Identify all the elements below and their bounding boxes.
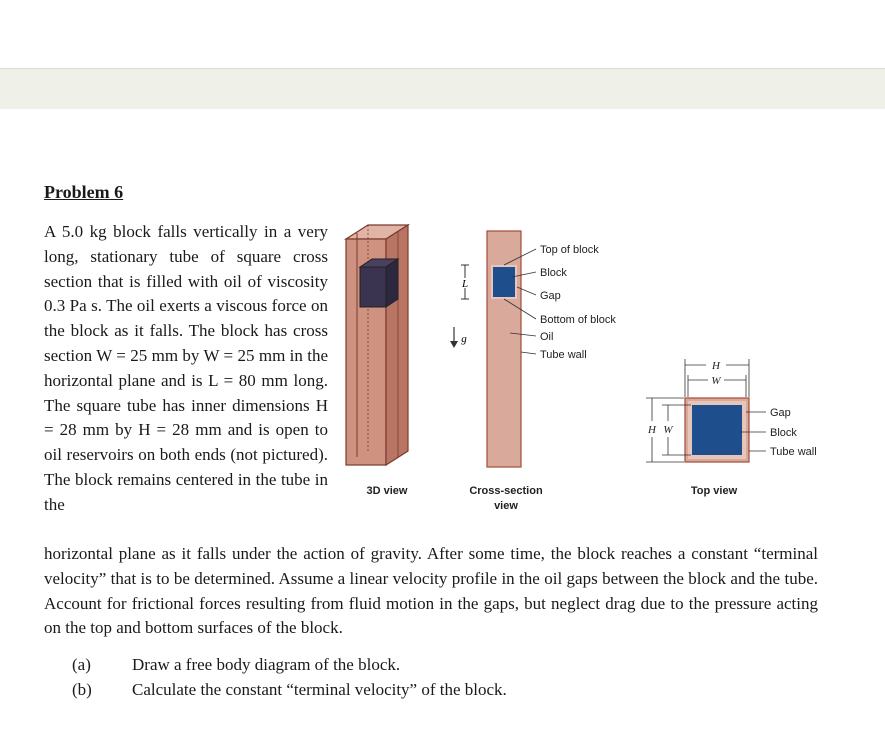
g-label: g <box>461 333 467 345</box>
top-bar <box>0 0 885 68</box>
label-tube-wall: Tube wall <box>540 349 587 361</box>
question-b <box>72 680 507 700</box>
gravity-arrow <box>450 327 467 348</box>
caption-cross-section: Cross-section <box>469 485 543 497</box>
caption-cross-section-view: view <box>494 500 518 512</box>
label-top-of-block: Top of block <box>540 244 599 256</box>
h-label-side: H <box>648 424 656 436</box>
l-label: L <box>461 278 469 290</box>
problem-paragraph-part1: A 5.0 kg block falls vertically in a very long, stationary tube of square cross section that is filled with oil of viscosity 0.3 Pa s. The oil exerts a viscous force on the block as it falls. The block has cross section W = 25 mm by W = 25 mm in the horizontal plane and is L = 80 mm long. The square tube has inner dimensions H = 28 mm by H = 28 mm and is open to oil reservoirs on both ends (not pictured). The block remains centered in the tube in the <box>44 222 328 514</box>
h-label-top: H <box>712 360 720 372</box>
problem-title: Problem 6 <box>44 182 124 202</box>
caption-top-view: Top view <box>690 485 738 497</box>
cross-section-labels <box>540 244 616 361</box>
tube-cross-section <box>487 231 521 467</box>
label-gap: Gap <box>540 290 561 302</box>
question-b-label: (b) <box>72 680 92 699</box>
label-top-block: Block <box>770 427 797 439</box>
label-block: Block <box>540 267 567 279</box>
question-a-label: (a) <box>72 655 91 674</box>
w-label-top: W <box>711 375 721 387</box>
caption-3d-view: 3D view <box>366 485 408 497</box>
question-b-text: Calculate the constant “terminal velocity” of the block. <box>132 680 507 699</box>
block-3d <box>360 259 398 307</box>
question-a-text: Draw a free body diagram of the block. <box>132 655 401 674</box>
header-band <box>0 68 885 109</box>
question-a <box>72 655 400 675</box>
label-bottom-of-block: Bottom of block <box>540 314 616 326</box>
w-label-side: W <box>663 424 673 436</box>
top-view-labels <box>770 407 817 458</box>
label-oil: Oil <box>540 331 554 343</box>
problem-paragraph-part2: horizontal plane as it falls under the action of gravity. After some time, the block reaches a constant “terminal velocity” that is to be determined. Assume a linear velocity profile in the oil gaps between the block and the tube. Account for frictional forces resulting from fluid motion in the gaps, but neglect drag due to the pressure acting on the top and bottom surfaces of the block. <box>44 544 818 638</box>
label-top-gap: Gap <box>770 407 791 419</box>
l-dimension <box>461 265 469 299</box>
label-top-tube-wall: Tube wall <box>770 446 817 458</box>
figure-captions <box>367 485 738 512</box>
block-cross-section <box>493 267 515 297</box>
top-view <box>685 398 749 462</box>
figure <box>340 215 840 525</box>
block-top-view <box>692 405 742 455</box>
figure-svg <box>340 215 840 525</box>
